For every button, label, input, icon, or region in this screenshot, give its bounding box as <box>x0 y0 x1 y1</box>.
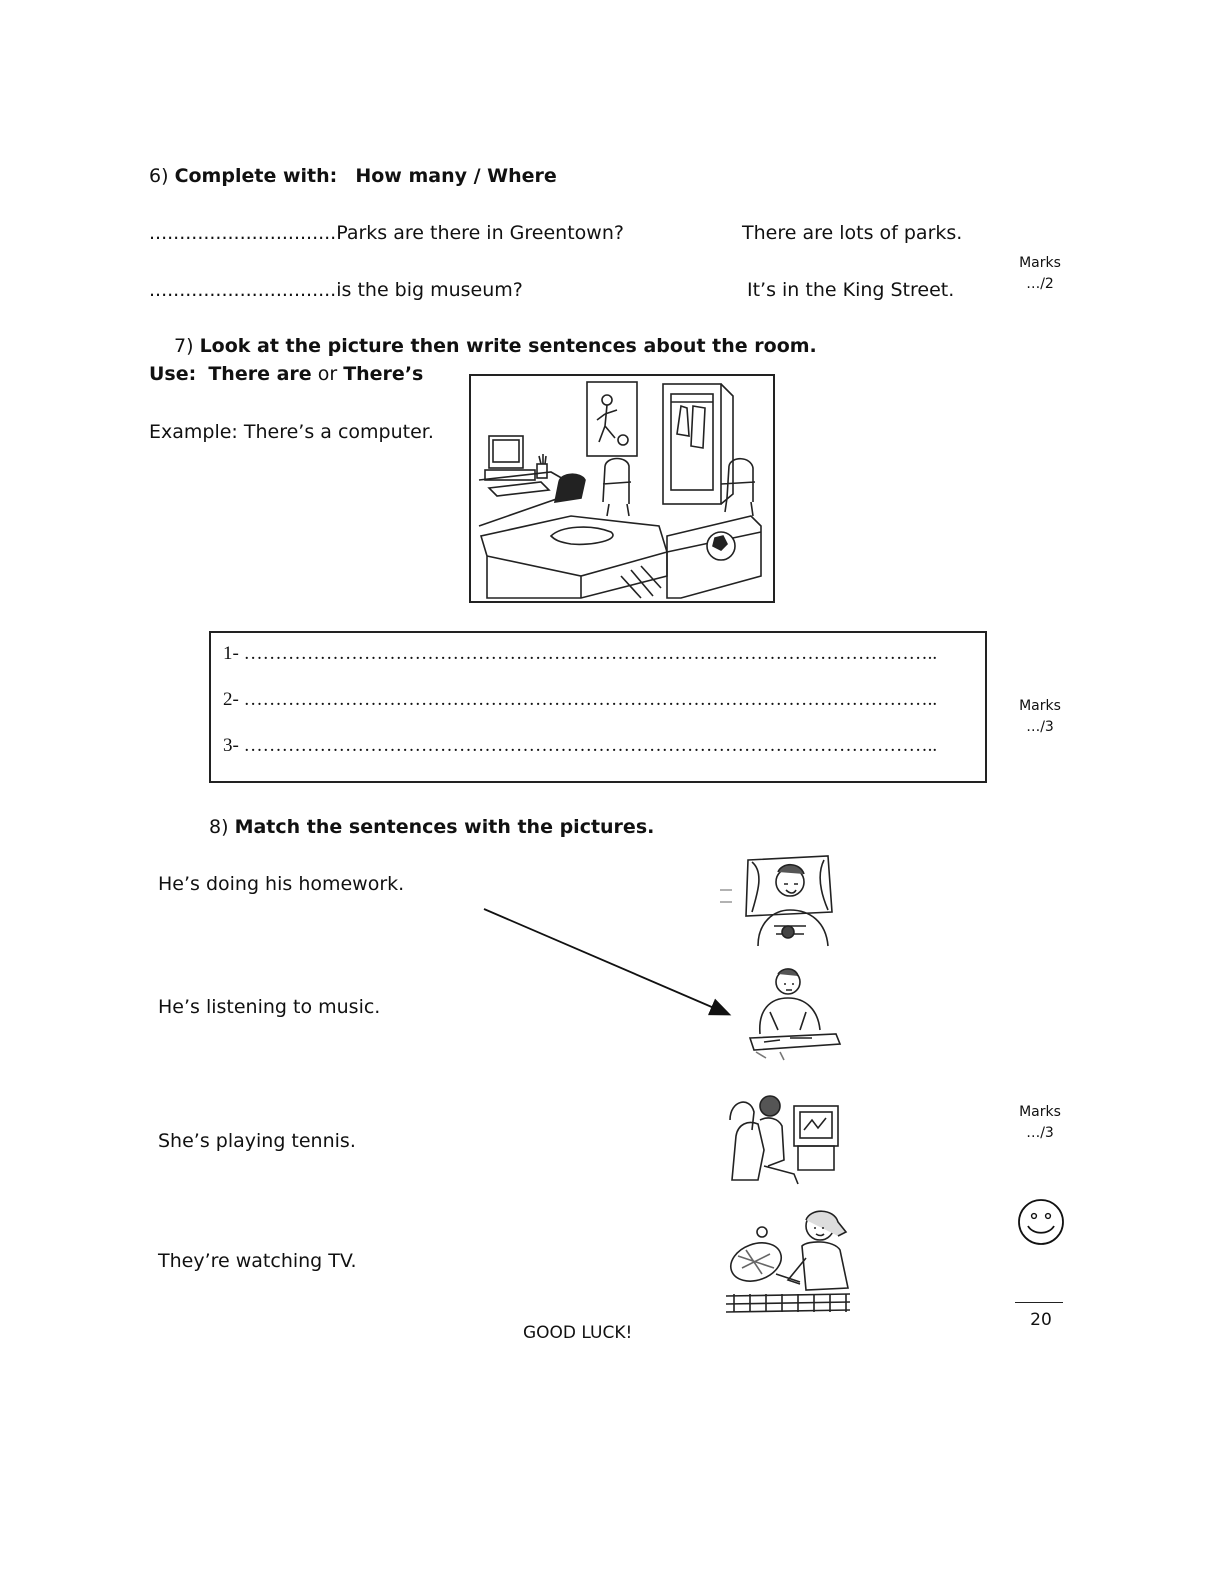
keyboard <box>489 482 549 496</box>
picture-playing-tennis <box>722 1206 854 1318</box>
q6-row-1 <box>149 222 624 244</box>
answer-line-1[interactable]: 1- ……………………………………………………………………………………………….. <box>223 643 938 664</box>
q6-question: is the big museum? <box>336 279 523 301</box>
q7-answer-box <box>209 631 987 783</box>
desk-chair <box>555 474 585 502</box>
total-score: 20 <box>1030 1310 1052 1330</box>
smiley-face-icon <box>1016 1197 1066 1247</box>
q6-title: Complete with: <box>174 165 338 187</box>
q6-row-2 <box>149 279 523 301</box>
q7-heading: 7) Look at the picture then write sentences about the room. <box>174 335 817 357</box>
q6-answer-1: There are lots of parks. <box>742 222 963 244</box>
answer-line-3[interactable]: 3- ……………………………………………………………………………………………….. <box>223 735 938 756</box>
bedroom-picture <box>469 374 775 603</box>
picture-watching-tv <box>724 1090 846 1186</box>
q6-answer-2: It’s in the King Street. <box>747 279 955 301</box>
picture-listening-music <box>718 852 838 950</box>
good-luck: GOOD LUCK! <box>523 1323 633 1343</box>
answer-line-2[interactable]: 2- ……………………………………………………………………………………………….. <box>223 689 938 710</box>
total-divider <box>1015 1302 1063 1303</box>
answer-blank[interactable]: ............................... <box>149 222 337 244</box>
q8-sentence-3: She’s playing tennis. <box>158 1130 356 1152</box>
q6-question: Parks are there in Greentown? <box>336 222 624 244</box>
q8-sentence-2: He’s listening to music. <box>158 996 381 1018</box>
q8-sentence-1: He’s doing his homework. <box>158 873 405 895</box>
q8-heading: 8) Match the sentences with the pictures. <box>209 816 655 838</box>
answer-blank[interactable]: ............................... <box>149 279 337 301</box>
poster <box>587 382 637 456</box>
q7-title: Look at the picture then write sentences about the room. <box>199 335 817 357</box>
q8-marks: Marks …/3 <box>1019 1104 1061 1141</box>
q8-sentence-4: They’re watching TV. <box>158 1250 357 1272</box>
q7-example: Example: There’s a computer. <box>149 421 434 443</box>
q7-use: Use: There are or There’s <box>149 363 424 385</box>
match-arrow <box>480 904 740 1020</box>
bedroom-illustration <box>471 376 773 601</box>
q6-heading: 6) Complete with: How many / Where <box>149 165 557 187</box>
q6-words: How many / Where <box>355 165 557 187</box>
q7-marks: Marks …/3 <box>1019 698 1061 735</box>
q8-title: Match the sentences with the pictures. <box>234 816 655 838</box>
picture-doing-homework <box>740 964 844 1062</box>
q6-marks: Marks …/2 <box>1019 255 1061 292</box>
